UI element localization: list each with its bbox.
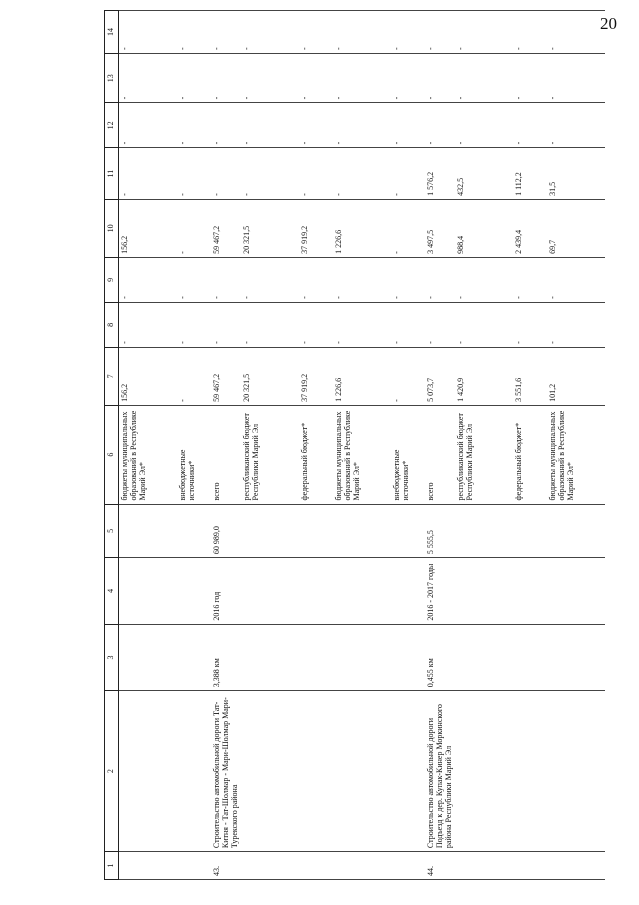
- cell-col-12: -: [455, 103, 513, 148]
- table-row: [513, 11, 547, 880]
- cell-col-13: -: [241, 54, 299, 103]
- cell-col-8: -: [211, 302, 241, 347]
- cell-col-1: 44.: [425, 852, 455, 880]
- cell-col-2: [241, 691, 299, 852]
- cell-col-11: -: [211, 148, 241, 199]
- col-header: 7: [105, 347, 119, 405]
- cell-col-2: Строительство автомобильной дороги Подъезд к дер. Купак-Кинер Моркинского района Республики Марий Эл: [425, 691, 455, 852]
- cell-col-10: -: [177, 199, 211, 257]
- table-row: [211, 11, 241, 880]
- cell-col-5: [391, 504, 425, 558]
- col-header: 2: [105, 691, 119, 852]
- cell-col-5: [547, 504, 605, 558]
- cell-col-14: -: [513, 11, 547, 54]
- table-row: [299, 11, 333, 880]
- cell-col-11: -: [177, 148, 211, 199]
- cell-col-7: 156,2: [119, 347, 177, 405]
- cell-col-1: [241, 852, 299, 880]
- table-row: [425, 11, 455, 880]
- cell-col-2: [547, 691, 605, 852]
- cell-col-6: федеральный бюджет*: [299, 405, 333, 504]
- cell-col-9: -: [241, 257, 299, 302]
- cell-col-4: [455, 558, 513, 625]
- cell-col-7: 37 919,2: [299, 347, 333, 405]
- cell-col-14: -: [333, 11, 391, 54]
- cell-col-9: -: [425, 257, 455, 302]
- cell-col-14: -: [455, 11, 513, 54]
- cell-col-4: [299, 558, 333, 625]
- cell-col-9: -: [391, 257, 425, 302]
- cell-col-5: [241, 504, 299, 558]
- cell-col-7: 59 467,2: [211, 347, 241, 405]
- cell-col-5: [299, 504, 333, 558]
- cell-col-5: [333, 504, 391, 558]
- cell-col-9: -: [547, 257, 605, 302]
- cell-col-13: -: [547, 54, 605, 103]
- col-header: 10: [105, 199, 119, 257]
- col-header: 1: [105, 852, 119, 880]
- cell-col-14: -: [211, 11, 241, 54]
- cell-col-1: [333, 852, 391, 880]
- cell-col-13: -: [119, 54, 177, 103]
- cell-col-8: -: [119, 302, 177, 347]
- rotated-table-container: [104, 10, 575, 880]
- cell-col-1: 43.: [211, 852, 241, 880]
- col-header: 12: [105, 103, 119, 148]
- col-header: 8: [105, 302, 119, 347]
- col-header: 13: [105, 54, 119, 103]
- cell-col-11: -: [333, 148, 391, 199]
- cell-col-7: 5 073,7: [425, 347, 455, 405]
- cell-col-3: [119, 624, 177, 691]
- cell-col-3: [241, 624, 299, 691]
- cell-col-5: 5 555,5: [425, 504, 455, 558]
- cell-col-14: -: [391, 11, 425, 54]
- page-number: 20: [600, 14, 617, 33]
- cell-col-12: -: [299, 103, 333, 148]
- cell-col-11: 432,5: [455, 148, 513, 199]
- col-header: 14: [105, 11, 119, 54]
- cell-col-5: 60 989,0: [211, 504, 241, 558]
- cell-col-11: 31,5: [547, 148, 605, 199]
- cell-col-6: внебюджетные источники*: [391, 405, 425, 504]
- cell-col-9: -: [333, 257, 391, 302]
- cell-col-4: 2016 - 2017 годы: [425, 558, 455, 625]
- cell-col-10: -: [391, 199, 425, 257]
- cell-col-3: [547, 624, 605, 691]
- cell-col-11: -: [119, 148, 177, 199]
- table-row: [455, 11, 513, 880]
- cell-col-2: [513, 691, 547, 852]
- col-header: 4: [105, 558, 119, 625]
- cell-col-5: [177, 504, 211, 558]
- cell-col-14: -: [241, 11, 299, 54]
- cell-col-3: 0,455 км: [425, 624, 455, 691]
- table-row: [547, 11, 605, 880]
- cell-col-12: -: [241, 103, 299, 148]
- cell-col-6: бюджеты муниципальных образований в Республике Марий Эл*: [333, 405, 391, 504]
- cell-col-2: [119, 691, 177, 852]
- cell-col-11: 1 112,2: [513, 148, 547, 199]
- cell-col-14: -: [119, 11, 177, 54]
- cell-col-2: [177, 691, 211, 852]
- cell-col-12: -: [391, 103, 425, 148]
- cell-col-6: всего: [211, 405, 241, 504]
- cell-col-3: [299, 624, 333, 691]
- cell-col-12: -: [211, 103, 241, 148]
- cell-col-3: [455, 624, 513, 691]
- cell-col-9: -: [513, 257, 547, 302]
- cell-col-2: [333, 691, 391, 852]
- cell-col-13: -: [211, 54, 241, 103]
- cell-col-1: [547, 852, 605, 880]
- cell-col-7: 1 226,6: [333, 347, 391, 405]
- cell-col-13: -: [425, 54, 455, 103]
- cell-col-4: [513, 558, 547, 625]
- table-row: [333, 11, 391, 880]
- financing-table: [104, 10, 605, 880]
- cell-col-10: 37 919,2: [299, 199, 333, 257]
- cell-col-13: -: [299, 54, 333, 103]
- cell-col-1: [177, 852, 211, 880]
- col-header: 5: [105, 504, 119, 558]
- cell-col-12: -: [333, 103, 391, 148]
- cell-col-6: республиканский бюджет Республики Марий Эл: [241, 405, 299, 504]
- cell-col-2: Строительство автомобильной дороги Тат-Китня - Тат-Шолмар - Мари-Шолмар Мари-Турекского района: [211, 691, 241, 852]
- cell-col-2: [299, 691, 333, 852]
- table-row: [241, 11, 299, 880]
- cell-col-6: бюджеты муниципальных образований в Республике Марий Эл*: [547, 405, 605, 504]
- table-row: [177, 11, 211, 880]
- table-body: [119, 11, 605, 880]
- cell-col-10: 3 497,5: [425, 199, 455, 257]
- cell-col-13: -: [333, 54, 391, 103]
- cell-col-10: 59 467,2: [211, 199, 241, 257]
- cell-col-8: -: [513, 302, 547, 347]
- cell-col-10: 1 226,6: [333, 199, 391, 257]
- cell-col-3: [513, 624, 547, 691]
- cell-col-8: -: [547, 302, 605, 347]
- cell-col-7: 1 420,9: [455, 347, 513, 405]
- cell-col-6: всего: [425, 405, 455, 504]
- cell-col-8: -: [391, 302, 425, 347]
- cell-col-12: -: [119, 103, 177, 148]
- cell-col-4: [333, 558, 391, 625]
- cell-col-7: -: [177, 347, 211, 405]
- cell-col-9: -: [455, 257, 513, 302]
- cell-col-2: [455, 691, 513, 852]
- cell-col-9: -: [119, 257, 177, 302]
- col-header: 11: [105, 148, 119, 199]
- cell-col-14: -: [547, 11, 605, 54]
- cell-col-4: [177, 558, 211, 625]
- cell-col-6: внебюджетные источники*: [177, 405, 211, 504]
- cell-col-4: [241, 558, 299, 625]
- col-header: 9: [105, 257, 119, 302]
- column-number-row: [105, 11, 119, 880]
- cell-col-6: бюджеты муниципальных образований в Республике Марий Эл*: [119, 405, 177, 504]
- cell-col-10: 988,4: [455, 199, 513, 257]
- cell-col-11: -: [241, 148, 299, 199]
- cell-col-12: -: [513, 103, 547, 148]
- cell-col-9: -: [177, 257, 211, 302]
- cell-col-5: [513, 504, 547, 558]
- col-header: 3: [105, 624, 119, 691]
- cell-col-1: [455, 852, 513, 880]
- cell-col-13: -: [391, 54, 425, 103]
- cell-col-3: [391, 624, 425, 691]
- cell-col-5: [119, 504, 177, 558]
- col-header: 6: [105, 405, 119, 504]
- cell-col-7: 101,2: [547, 347, 605, 405]
- cell-col-8: -: [425, 302, 455, 347]
- cell-col-3: [177, 624, 211, 691]
- cell-col-8: -: [333, 302, 391, 347]
- cell-col-8: -: [455, 302, 513, 347]
- cell-col-13: -: [177, 54, 211, 103]
- cell-col-8: -: [299, 302, 333, 347]
- cell-col-14: -: [299, 11, 333, 54]
- cell-col-13: -: [513, 54, 547, 103]
- cell-col-11: 1 576,2: [425, 148, 455, 199]
- cell-col-1: [391, 852, 425, 880]
- cell-col-5: [455, 504, 513, 558]
- cell-col-10: 20 321,5: [241, 199, 299, 257]
- cell-col-7: 20 321,5: [241, 347, 299, 405]
- cell-col-1: [119, 852, 177, 880]
- cell-col-8: -: [177, 302, 211, 347]
- cell-col-13: -: [455, 54, 513, 103]
- cell-col-10: 69,7: [547, 199, 605, 257]
- cell-col-4: [119, 558, 177, 625]
- cell-col-6: федеральный бюджет*: [513, 405, 547, 504]
- cell-col-12: -: [177, 103, 211, 148]
- cell-col-1: [299, 852, 333, 880]
- cell-col-11: -: [299, 148, 333, 199]
- cell-col-9: -: [211, 257, 241, 302]
- table-row: [391, 11, 425, 880]
- cell-col-7: -: [391, 347, 425, 405]
- cell-col-6: республиканский бюджет Республики Марий Эл: [455, 405, 513, 504]
- cell-col-3: [333, 624, 391, 691]
- cell-col-8: -: [241, 302, 299, 347]
- cell-col-3: 3,388 км: [211, 624, 241, 691]
- cell-col-14: -: [425, 11, 455, 54]
- cell-col-9: -: [299, 257, 333, 302]
- cell-col-4: [547, 558, 605, 625]
- cell-col-7: 3 551,6: [513, 347, 547, 405]
- table-row: [119, 11, 177, 880]
- cell-col-14: -: [177, 11, 211, 54]
- cell-col-1: [513, 852, 547, 880]
- cell-col-4: [391, 558, 425, 625]
- cell-col-11: -: [391, 148, 425, 199]
- cell-col-4: 2016 год: [211, 558, 241, 625]
- cell-col-12: -: [547, 103, 605, 148]
- cell-col-10: 2 439,4: [513, 199, 547, 257]
- cell-col-2: [391, 691, 425, 852]
- cell-col-10: 156,2: [119, 199, 177, 257]
- cell-col-12: -: [425, 103, 455, 148]
